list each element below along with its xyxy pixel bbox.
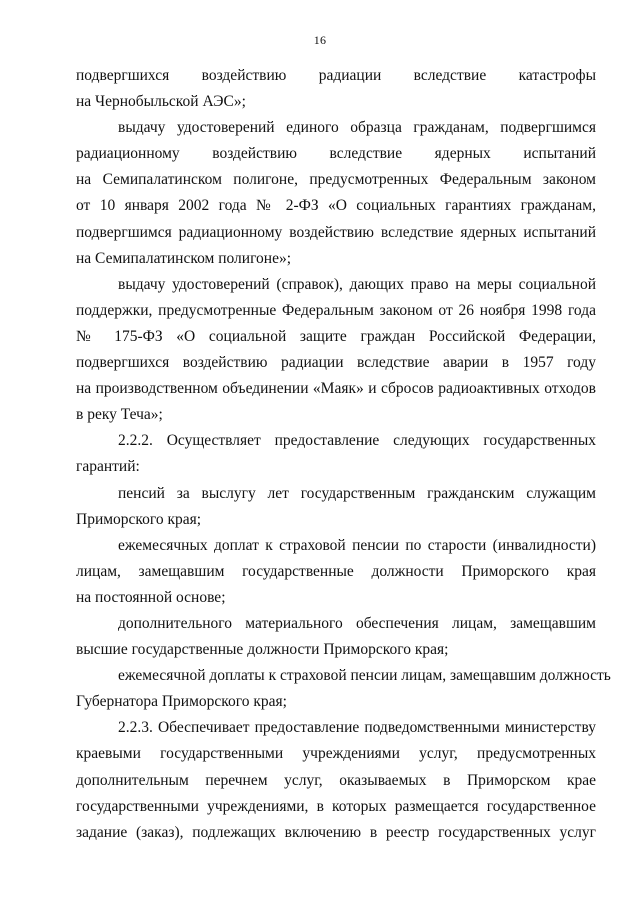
text-line: подвергшихся воздействию радиации вследствие катастрофы — [76, 67, 596, 84]
text-line: радиационному воздействию вследствие ядерных испытаний — [76, 145, 596, 163]
text-line: 2.2.2. Осуществляет предоставление следующих государственных — [118, 432, 596, 450]
text-line: лицам, замещавшим государственные должности Приморского края — [76, 562, 596, 580]
text-line: на Семипалатинском полигоне, предусмотренных Федеральным законом — [76, 171, 596, 189]
text-line: 2.2.3. Обеспечивает предоставление подведомственными министерству — [118, 719, 596, 737]
page-number: 16 — [313, 33, 327, 47]
text-line: от 10 января 2002 года № 2-ФЗ «О социальных гарантиях гражданам, — [76, 197, 596, 215]
text-line: дополнительного материального обеспечения лицам, замещавшим — [118, 614, 596, 632]
text-line: поддержки, предусмотренные Федеральным законом от 26 ноября 1998 года — [76, 301, 596, 319]
text-line: гарантий: — [76, 458, 140, 476]
text-line: в реку Теча»; — [76, 406, 163, 424]
text-line: подвергшимся радиационному воздействию вследствие ядерных испытаний — [76, 223, 596, 241]
text-line: пенсий за выслугу лет государственным гражданским служащим — [118, 484, 596, 502]
text-line: Губернатора Приморского края; — [76, 693, 287, 711]
text-line: выдачу удостоверений (справок), дающих право на меры социальной — [118, 275, 596, 293]
text-line: ежемесячных доплат к страховой пенсии по старости (инвалидности) — [118, 536, 596, 554]
text-line: на Чернобыльской АЭС»; — [76, 93, 246, 111]
text-line: № 175-ФЗ «О социальной защите граждан Российской Федерации, — [76, 327, 596, 345]
text-line: ежемесячной доплаты к страховой пенсии лицам, замещавшим должность — [118, 667, 611, 685]
text-line: Приморского края; — [76, 510, 202, 528]
text-line: подвергшихся воздействию радиации вследствие аварии в 1957 году — [76, 354, 596, 372]
text-line: на Семипалатинском полигоне»; — [76, 249, 292, 267]
text-line: государственными учреждениями, в которых размещается государственное — [76, 797, 596, 815]
text-line: на производственном объединении «Маяк» и сбросов радиоактивных отходов — [76, 380, 596, 398]
text-line: на постоянной основе; — [76, 588, 226, 606]
text-line: краевыми государственными учреждениями услуг, предусмотренных — [76, 745, 596, 763]
text-line: задание (заказ), подлежащих включению в реестр государственных услуг — [76, 823, 596, 841]
text-line: дополнительным перечнем услуг, оказываемых в Приморском крае — [76, 771, 596, 789]
text-line: высшие государственные должности Приморского края; — [76, 641, 449, 659]
text-line: выдачу удостоверений единого образца гражданам, подвергшимся — [118, 119, 596, 137]
document-body — [76, 63, 611, 846]
